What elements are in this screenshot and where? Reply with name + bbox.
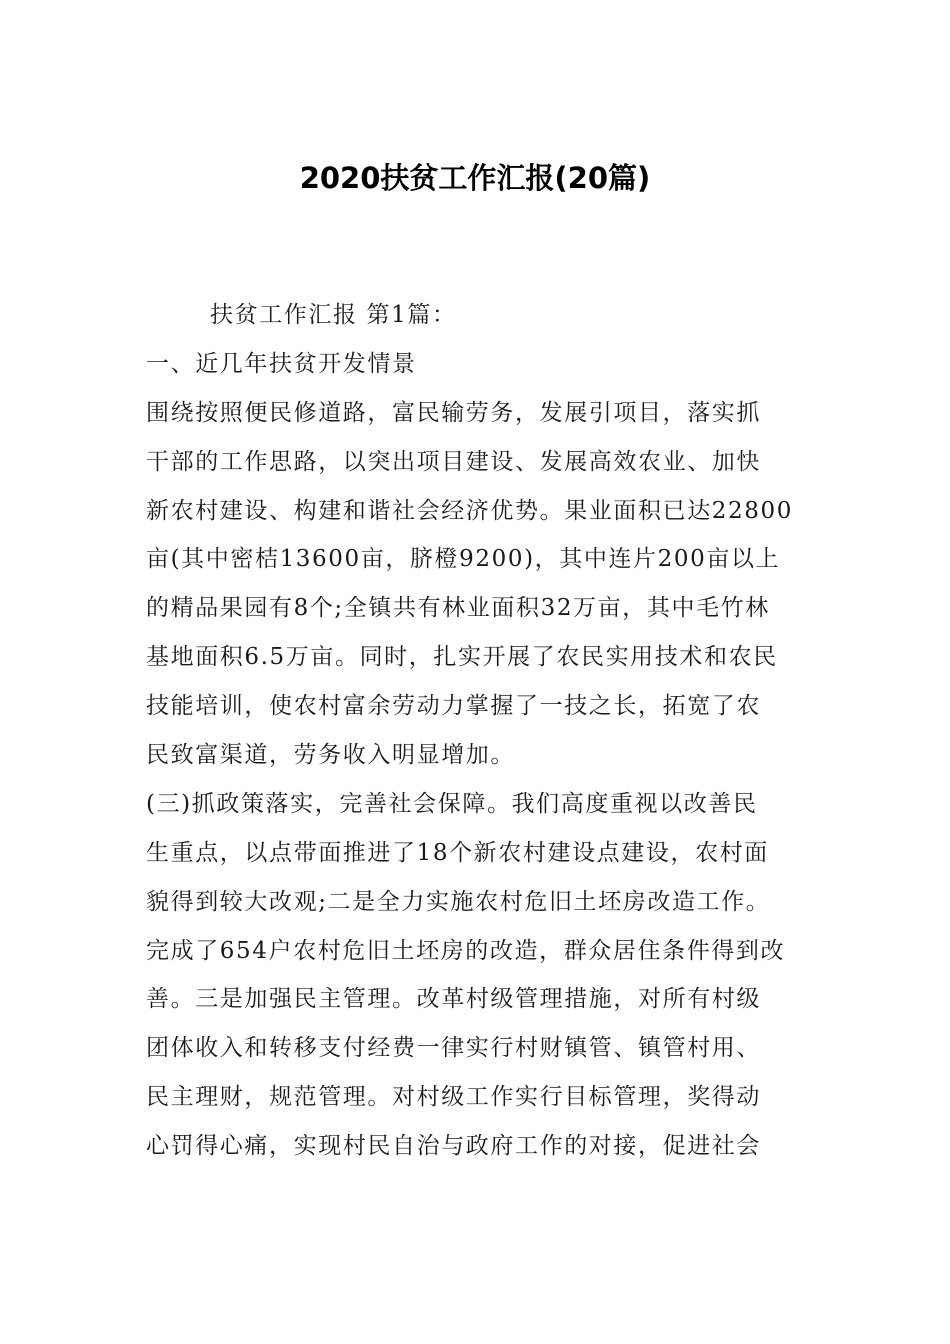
paragraph-line: 围绕按照便民修道路，富民输劳务，发展引项目，落实抓 [146, 399, 761, 426]
paragraph-line: 民主理财，规范管理。对村级工作实行目标管理，奖得动 [146, 1084, 761, 1111]
paragraph-line: 生重点，以点带面推进了18个新农村建设点建设，农村面 [146, 839, 769, 866]
paragraph-line: 新农村建设、构建和谐社会经济优势。果业面积已达22800 [146, 497, 793, 524]
paragraph-line: 干部的工作思路，以突出项目建设、发展高效农业、加快 [146, 448, 761, 475]
paragraph-line: 亩(其中密桔13600亩，脐橙9200)，其中连片200亩以上 [146, 546, 781, 573]
document-title: 2020扶贫工作汇报(20篇) [299, 161, 651, 195]
subsection-heading: 一、近几年扶贫开发情景 [146, 350, 417, 377]
paragraph-line: 善。三是加强民主管理。改革村级管理措施，对所有村级 [146, 986, 761, 1013]
document-body [146, 291, 806, 1171]
section-heading: 扶贫工作汇报 第1篇： [210, 302, 457, 328]
paragraph-line: (三)抓政策落实，完善社会保障。我们高度重视以改善民 [146, 790, 758, 817]
paragraph-line: 的精品果园有8个;全镇共有林业面积32万亩，其中毛竹林 [146, 595, 770, 622]
paragraph-line: 心罚得心痛，实现村民自治与政府工作的对接，促进社会 [146, 1133, 761, 1160]
paragraph-line: 完成了654户农村危旧土坯房的改造，群众居住条件得到改 [146, 937, 786, 964]
paragraph-line: 民致富渠道，劳务收入明显增加。 [146, 742, 515, 769]
paragraph-line: 团体收入和转移支付经费一律实行村财镇管、镇管村用、 [146, 1035, 761, 1062]
paragraph-line: 技能培训，使农村富余劳动力掌握了一技之长，拓宽了农 [146, 693, 761, 720]
paragraph-line: 基地面积6.5万亩。同时，扎实开展了农民实用技术和农民 [146, 644, 778, 671]
paragraph-line: 貌得到较大改观;二是全力实施农村危旧土坯房改造工作。 [146, 888, 771, 915]
